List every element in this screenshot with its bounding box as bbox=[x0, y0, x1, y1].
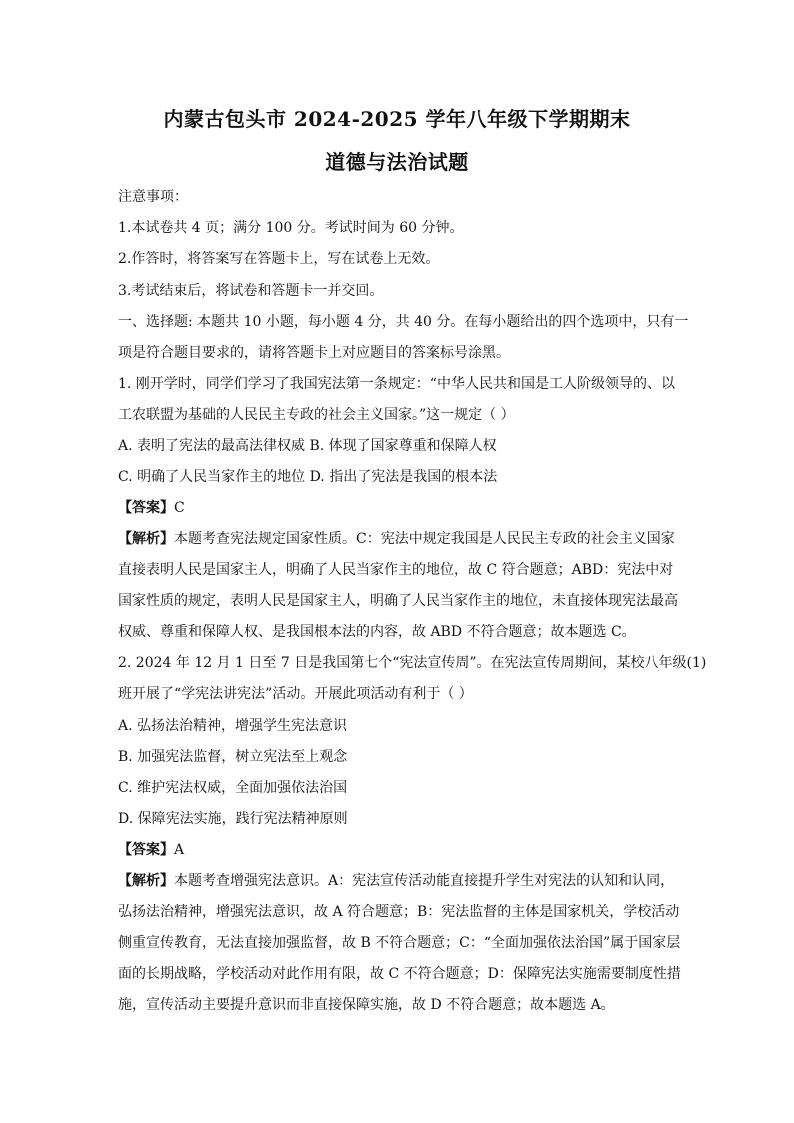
question-2-analysis: 弘扬法治精神，增强宪法意识，故 A 符合题意；B：宪法监督的主体是国家机关，学校活动 bbox=[118, 904, 680, 920]
answer-label: 【答案】 bbox=[118, 500, 174, 516]
question-1-option: A. 表明了宪法的最高法律权威 B. 体现了国家尊重和保障人权 bbox=[118, 438, 497, 454]
analysis-text: 本题考查增强宪法意识。A：宪法宣传活动能直接提升学生对宪法的认知和认同， bbox=[174, 873, 675, 889]
question-2-analysis: 施，宣传活动主要提升意识而非直接保障实施，故 D 不符合题意；故本题选 A。 bbox=[118, 997, 615, 1013]
notice-item: 3.考试结束后，将试卷和答题卡一并交回。 bbox=[118, 283, 384, 299]
notice-item: 1.本试卷共 4 页；满分 100 分。考试时间为 60 分钟。 bbox=[118, 220, 464, 236]
question-1-stem: 工农联盟为基础的人民民主专政的社会主义国家。”这一规定（ ） bbox=[118, 407, 515, 423]
question-2-analysis: 面的长期战略，学校活动对此作用有限，故 C 不符合题意；D：保障宪法实施需要制度性措 bbox=[118, 966, 681, 982]
question-2-analysis: 侧重宣传教育，无法直接加强监督，故 B 不符合题意；C：“全面加强依法治国”属于国家层 bbox=[118, 935, 681, 951]
question-1-analysis: 国家性质的规定，表明人民是国家主人，明确了人民当家作主的地位，未直接体现宪法最高 bbox=[118, 593, 678, 609]
question-2-analysis bbox=[118, 872, 674, 890]
question-1-option: C. 明确了人民当家作主的地位 D. 指出了宪法是我国的根本法 bbox=[118, 469, 498, 485]
question-1-answer bbox=[118, 499, 185, 517]
question-1-analysis: 直接表明人民是国家主人，明确了人民当家作主的地位，故 C 符合题意；ABD：宪法中对 bbox=[118, 562, 674, 578]
answer-value: C bbox=[174, 500, 185, 516]
exam-subtitle: 道德与法治试题 bbox=[325, 150, 469, 174]
exam-title: 内蒙古包头市 2024-2025 学年八年级下学期期末 bbox=[163, 107, 631, 131]
analysis-label: 【解析】 bbox=[118, 531, 174, 547]
question-2-option: B. 加强宪法监督，树立宪法至上观念 bbox=[118, 749, 348, 765]
question-2-stem: 班开展了“学宪法讲宪法”活动。开展此项活动有利于（ ） bbox=[118, 686, 473, 702]
notice-item: 2.作答时，将答案写在答题卡上，写在试卷上无效。 bbox=[118, 251, 440, 267]
question-1-analysis bbox=[118, 530, 675, 548]
analysis-label: 【解析】 bbox=[118, 873, 174, 889]
question-2-answer bbox=[118, 841, 184, 859]
question-2-stem: 2. 2024 年 12 月 1 日至 7 日是我国第七个“宪法宣传周”。在宪法宣传周期间，某校八年级(1) bbox=[118, 655, 707, 671]
section-instruction: 一、选择题: 本题共 10 小题，每小题 4 分，共 40 分。在每小题给出的四个选项中，只有一 bbox=[118, 314, 689, 330]
answer-label: 【答案】 bbox=[118, 842, 174, 858]
answer-value: A bbox=[174, 842, 185, 858]
question-2-option: D. 保障宪法实施，践行宪法精神原则 bbox=[118, 811, 348, 827]
question-1-analysis: 权威、尊重和保障人权、是我国根本法的内容，故 ABD 不符合题意；故本题选 C。 bbox=[118, 624, 636, 640]
section-instruction: 项是符合题目要求的，请将答题卡上对应题目的答案标号涂黑。 bbox=[118, 345, 510, 361]
notice-heading: 注意事项： bbox=[118, 189, 188, 205]
question-2-option: C. 维护宪法权威，全面加强依法治国 bbox=[118, 780, 348, 796]
question-2-option: A. 弘扬法治精神，增强学生宪法意识 bbox=[118, 718, 348, 734]
question-1-stem: 1. 刚开学时，同学们学习了我国宪法第一条规定：“中华人民共和国是工人阶级领导的、以 bbox=[118, 376, 675, 392]
analysis-text: 本题考查宪法规定国家性质。C：宪法中规定我国是人民民主专政的社会主义国家 bbox=[174, 531, 675, 547]
